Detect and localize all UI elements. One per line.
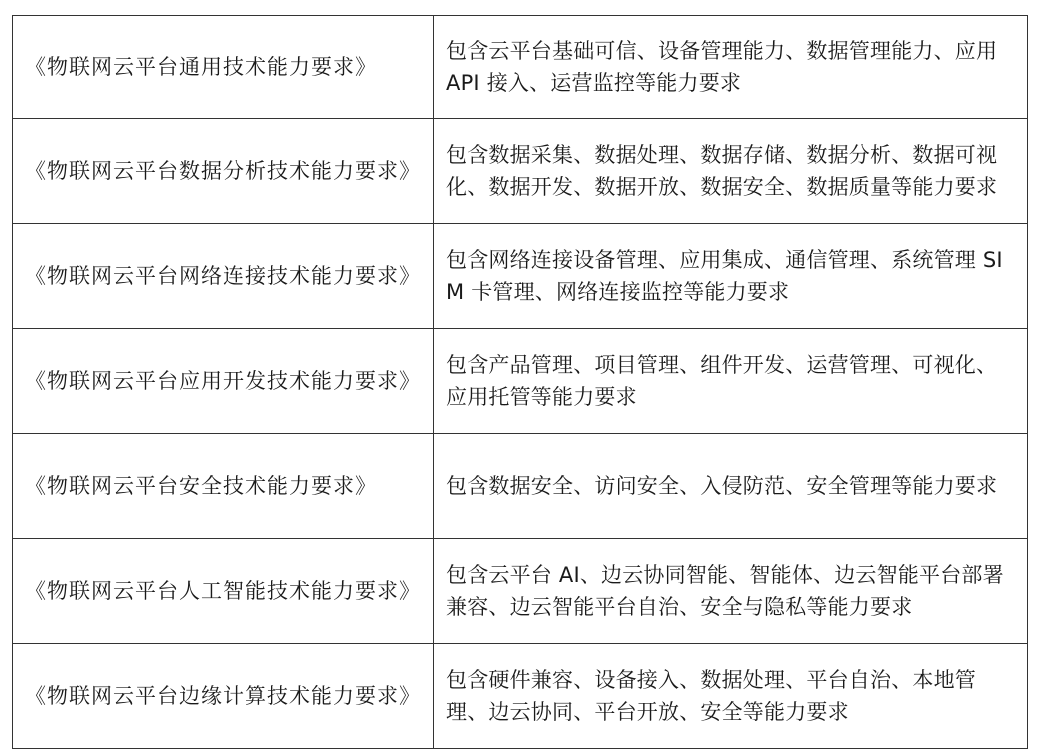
table-row [13, 644, 1028, 749]
table-row [13, 329, 1028, 434]
standard-description-cell: 包含硬件兼容、设备接入、数据处理、平台自治、本地管理、边云协同、平台开放、安全等能力要求 [434, 644, 1028, 749]
standard-name-cell: 《物联网云平台通用技术能力要求》 [13, 16, 434, 119]
table-row [13, 539, 1028, 644]
standard-description-cell: 包含云平台基础可信、设备管理能力、数据管理能力、应用 API 接入、运营监控等能力要求 [434, 16, 1028, 119]
standard-name-cell: 《物联网云平台数据分析技术能力要求》 [13, 119, 434, 224]
table-row [13, 224, 1028, 329]
standard-description-cell: 包含网络连接设备管理、应用集成、通信管理、系统管理 SIM 卡管理、网络连接监控等能力要求 [434, 224, 1028, 329]
standard-description-cell: 包含云平台 AI、边云协同智能、智能体、边云智能平台部署兼容、边云智能平台自治、安全与隐私等能力要求 [434, 539, 1028, 644]
standard-description-cell: 包含产品管理、项目管理、组件开发、运营管理、可视化、应用托管等能力要求 [434, 329, 1028, 434]
table-row [13, 434, 1028, 539]
table-row [13, 16, 1028, 119]
standard-name-cell: 《物联网云平台网络连接技术能力要求》 [13, 224, 434, 329]
standard-name-cell: 《物联网云平台边缘计算技术能力要求》 [13, 644, 434, 749]
standards-table [12, 15, 1028, 749]
table-row [13, 119, 1028, 224]
standard-name-cell: 《物联网云平台人工智能技术能力要求》 [13, 539, 434, 644]
standard-description-cell: 包含数据采集、数据处理、数据存储、数据分析、数据可视化、数据开发、数据开放、数据安全、数据质量等能力要求 [434, 119, 1028, 224]
standard-description-cell: 包含数据安全、访问安全、入侵防范、安全管理等能力要求 [434, 434, 1028, 539]
standard-name-cell: 《物联网云平台安全技术能力要求》 [13, 434, 434, 539]
standard-name-cell: 《物联网云平台应用开发技术能力要求》 [13, 329, 434, 434]
